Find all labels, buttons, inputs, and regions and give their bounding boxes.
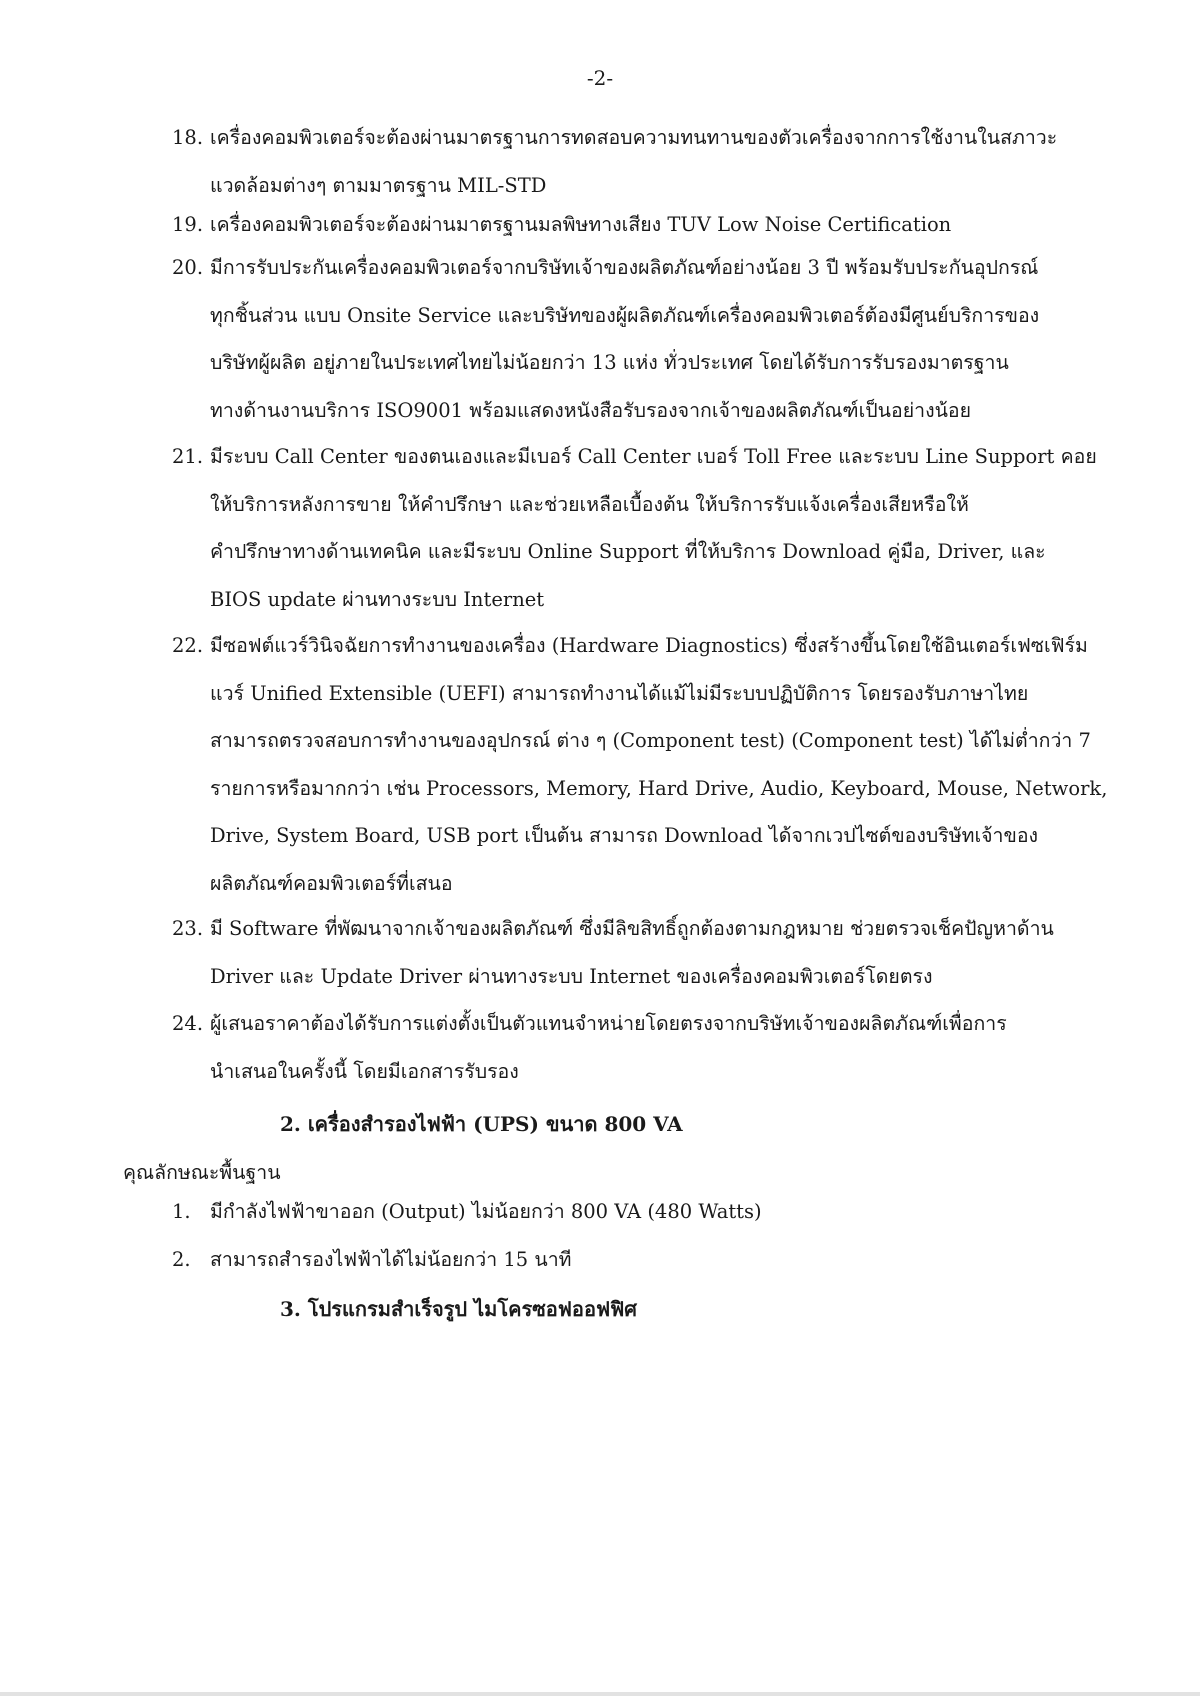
item-text-line: สามารถตรวจสอบการทำงานของอุปกรณ์ ต่าง ๆ (Component test) (Component test) ได้ไม่ต่ำกว่า 7	[210, 729, 1091, 752]
section-heading-office: 3. โปรแกรมสำเร็จรูป ไมโครซอฟออฟฟิศ	[280, 1297, 637, 1321]
item-text-line: สามารถสำรองไฟฟ้าได้ไม่น้อยกว่า 15 นาที	[210, 1248, 572, 1271]
item-text-line: มีกำลังไฟฟ้าขาออก (Output) ไม่น้อยกว่า 800 VA (480 Watts)	[210, 1200, 762, 1223]
item-text-line: BIOS update ผ่านทางระบบ Internet	[210, 587, 545, 611]
item-number: 2.	[172, 1248, 191, 1271]
item-text-line: มีการรับประกันเครื่องคอมพิวเตอร์จากบริษัทเจ้าของผลิตภัณฑ์อย่างน้อย 3 ปี พร้อมรับประกันอุปกรณ์	[210, 256, 1039, 279]
basic-spec-label: คุณลักษณะพื้นฐาน	[123, 1161, 281, 1184]
item-text-line: เครื่องคอมพิวเตอร์จะต้องผ่านมาตรฐานมลพิษทางเสียง TUV Low Noise Certification	[210, 213, 952, 236]
item-text-line: แวดล้อมต่างๆ ตามมาตรฐาน MIL-STD	[210, 173, 547, 197]
item-text-line: ทางด้านงานบริการ ISO9001 พร้อมแสดงหนังสือรับรองจากเจ้าของผลิตภัณฑ์เป็นอย่างน้อย	[210, 398, 972, 422]
item-text-line: มี Software ที่พัฒนาจากเจ้าของผลิตภัณฑ์ ซึ่งมีลิขสิทธิ์ถูกต้องตามกฎหมาย ช่วยตรวจเช็คปัญหาด้าน	[210, 917, 1054, 940]
item-text-line: ผลิตภัณฑ์คอมพิวเตอร์ที่เสนอ	[210, 871, 453, 895]
item-number: 24.	[172, 1012, 204, 1035]
item-text-line: บริษัทผู้ผลิต อยู่ภายในประเทศไทยไม่น้อยกว่า 13 แห่ง ทั่วประเทศ โดยได้รับการรับรองมาตรฐาน	[210, 351, 1009, 374]
item-text-line: ให้บริการหลังการขาย ให้คำปรึกษา และช่วยเหลือเบื้องต้น ให้บริการรับแจ้งเครื่องเสียหรือให้	[210, 492, 969, 516]
item-number: 1.	[172, 1200, 191, 1223]
item-text-line: มีซอฟต์แวร์วินิจฉัยการทำงานของเครื่อง (Hardware Diagnostics) ซึ่งสร้างขึ้นโดยใช้อินเตอร์เฟซเฟิร์ม	[210, 634, 1088, 657]
item-number: 22.	[172, 634, 204, 657]
item-text-line: ผู้เสนอราคาต้องได้รับการแต่งตั้งเป็นตัวแทนจำหน่ายโดยตรงจากบริษัทเจ้าของผลิตภัณฑ์เพื่อการ	[210, 1012, 1007, 1035]
item-text-line: นำเสนอในครั้งนี้ โดยมีเอกสารรับรอง	[210, 1059, 519, 1083]
item-text-line: เครื่องคอมพิวเตอร์จะต้องผ่านมาตรฐานการทดสอบความทนทานของตัวเครื่องจากการใช้งานในสภาวะ	[210, 126, 1058, 149]
item-number: 20.	[172, 256, 204, 279]
item-text-line: คำปรึกษาทางด้านเทคนิค และมีระบบ Online Support ที่ให้บริการ Download คู่มือ, Driver, และ	[210, 540, 1046, 563]
section-heading-ups: 2. เครื่องสำรองไฟฟ้า (UPS) ขนาด 800 VA	[280, 1112, 683, 1136]
item-text-line: Drive, System Board, USB port เป็นต้น สามารถ Download ได้จากเวปไซต์ของบริษัทเจ้าของ	[210, 824, 1039, 847]
scan-edge	[0, 1692, 1200, 1696]
item-text-line: แวร์ Unified Extensible (UEFI) สามารถทำงานได้แม้ไม่มีระบบปฏิบัติการ โดยรองรับภาษาไทย	[210, 681, 1029, 705]
page-number: -2-	[586, 66, 614, 90]
item-number: 19.	[172, 213, 204, 236]
item-text-line: ทุกชิ้นส่วน แบบ Onsite Service และบริษัทของผู้ผลิตภัณฑ์เครื่องคอมพิวเตอร์ต้องมีศูนย์บริการของ	[210, 303, 1040, 327]
item-number: 21.	[172, 445, 204, 468]
item-text-line: มีระบบ Call Center ของตนเองและมีเบอร์ Call Center เบอร์ Toll Free และระบบ Line Support คอย	[210, 445, 1097, 468]
item-number: 18.	[172, 126, 204, 149]
item-text-line: Driver และ Update Driver ผ่านทางระบบ Internet ของเครื่องคอมพิวเตอร์โดยตรง	[210, 964, 933, 988]
item-number: 23.	[172, 917, 204, 940]
item-text-line: รายการหรือมากกว่า เช่น Processors, Memory, Hard Drive, Audio, Keyboard, Mouse, Network,	[210, 776, 1108, 800]
